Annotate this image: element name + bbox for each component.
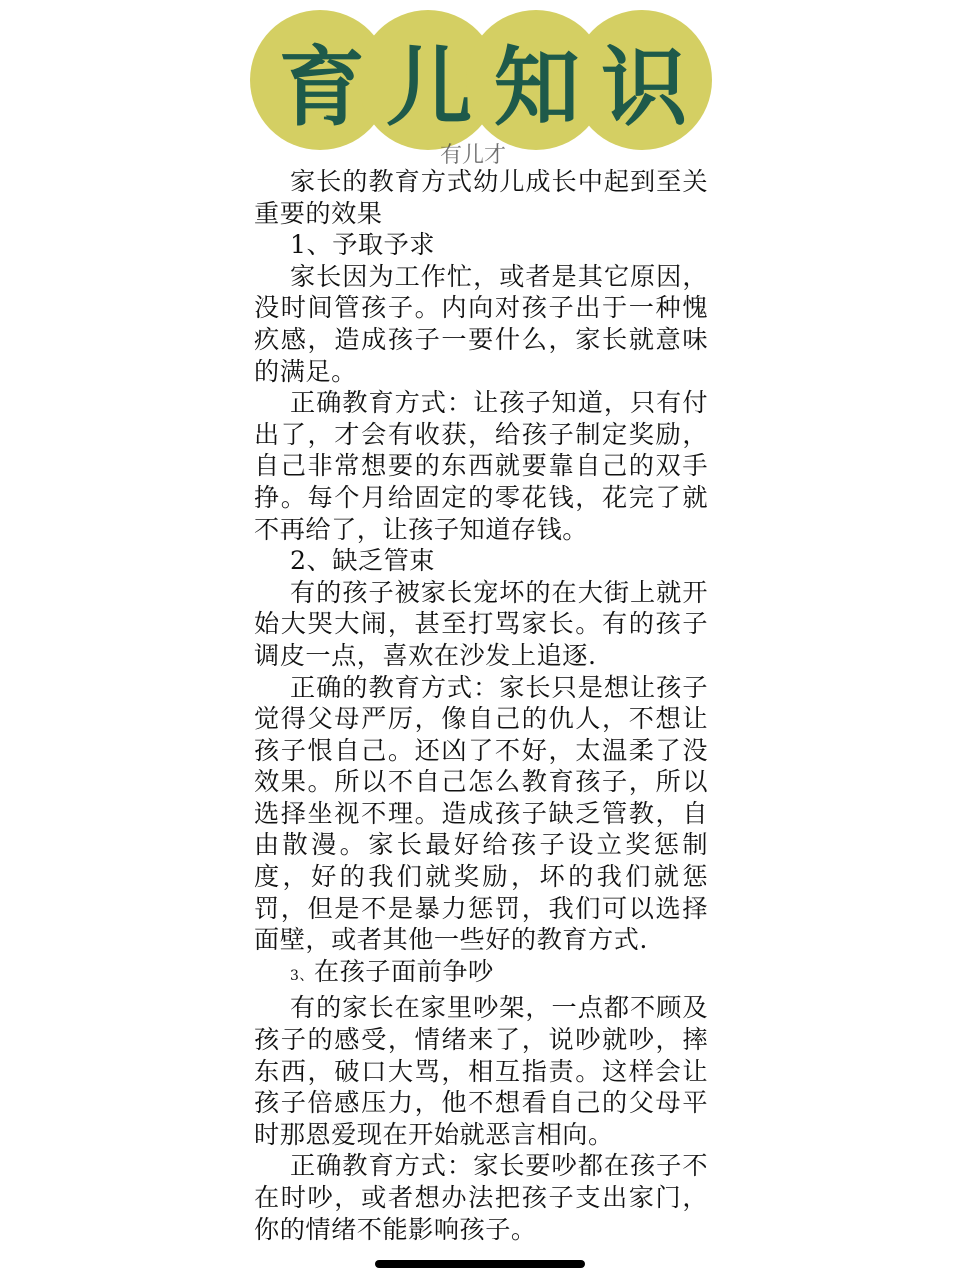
home-indicator[interactable] (375, 1260, 585, 1268)
section-number: 3、 (290, 967, 314, 984)
title-char: 儿 (386, 38, 477, 138)
solution-paragraph: 正确教育方式：让孩子知道，只有付出了，才会有收获，给孩子制定奖励，自己非常想要的东西就要靠自己的双手挣。每个月给固定的零花钱，花完了就不再给了，让孩子知道存钱。 (254, 388, 708, 544)
partial-hidden-text: 有儿才 (440, 143, 507, 168)
solution-paragraph: 正确的教育方式：家长只是想让孩子觉得父母严厉，像自己的仇人，不想让孩子恨自己。还凶了不好，太温柔了没效果。所以不自己怎么教育孩子，所以选择坐视不理。造成孩子缺乏管教，自由散漫。家长最好给孩子设立奖惩制度，好的我们就奖励，坏的我们就惩罚，但是不是暴力惩罚，我们可以选择面壁，或者其他一些好的教育方式. (254, 672, 708, 955)
page-title (270, 30, 700, 138)
section-heading: 2、缺乏管束 (290, 546, 435, 576)
section-heading: 1、予取予求 (290, 230, 435, 260)
title-char: 育 (278, 38, 369, 138)
article-body (254, 166, 708, 1245)
problem-paragraph: 家长因为工作忙，或者是其它原因，没时间管孩子。内向对孩子出于一种愧疚感，造成孩子一要什么，家长就意味的满足。 (254, 261, 708, 386)
section-heading-text: 在孩子面前争吵 (313, 956, 494, 986)
problem-paragraph: 有的孩子被家长宠坏的在大街上就开始大哭大闹，甚至打骂家长。有的孩子调皮一点，喜欢在沙发上追逐. (254, 577, 708, 670)
intro-paragraph: 家长的教育方式幼儿成长中起到至关重要的效果 (254, 167, 708, 228)
problem-paragraph: 有的家长在家里吵架，一点都不顾及孩子的感受，情绪来了，说吵就吵，摔东西，破口大骂，相互指责。这样会让孩子倍感压力，他不想看自己的父母平时那恩爱现在开始就恶言相向。 (254, 993, 708, 1149)
section-heading (254, 956, 708, 993)
title-char: 识 (601, 38, 692, 138)
title-char: 知 (493, 38, 584, 138)
solution-paragraph: 正确教育方式：家长要吵都在孩子不在时吵，或者想办法把孩子支出家门，你的情绪不能影响孩子。 (254, 1151, 708, 1244)
